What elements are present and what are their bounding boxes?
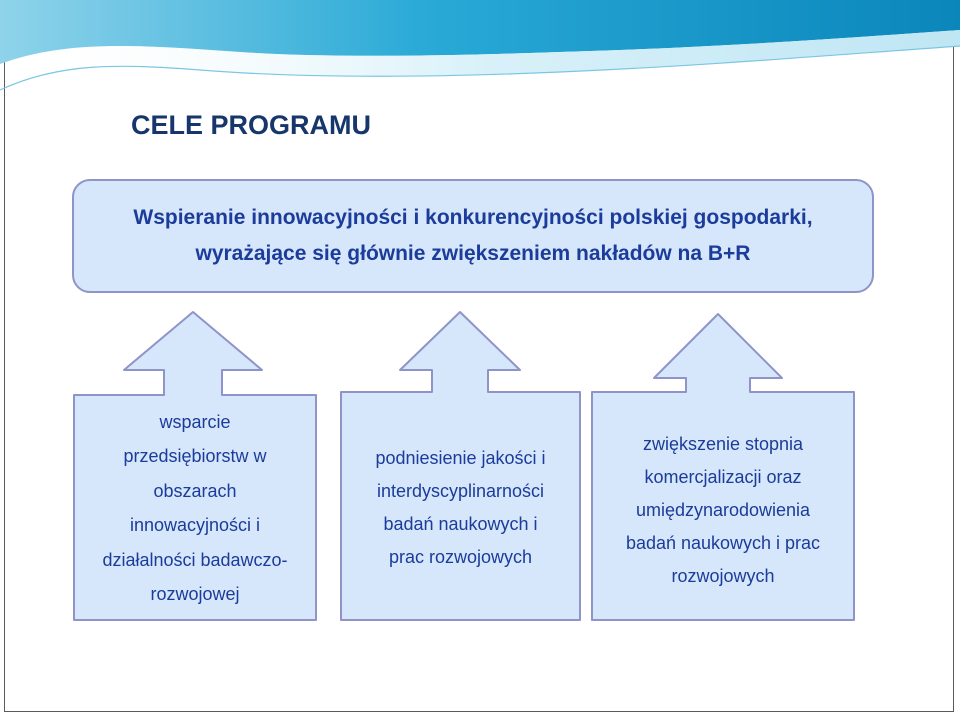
pillar-3-text [594, 400, 852, 620]
pillar-1-line: przedsiębiorstw w [123, 446, 267, 466]
pillar-3-line: rozwojowych [671, 565, 775, 586]
pillar-3-line: badań naukowych i prac [625, 532, 821, 553]
pillar-1-line: działalności badawczo- [102, 549, 288, 570]
pillar-1-line: rozwojowej [150, 584, 240, 604]
pillar-2-line: badań naukowych i [383, 514, 538, 534]
page-title: CELE PROGRAMU [131, 110, 372, 140]
pillar-2-line: prac rozwojowych [388, 547, 533, 567]
goal-text-line: wyrażające się głównie zwiększeniem nakładów na B+R [195, 242, 751, 265]
goal-text-line: Wspieranie innowacyjności i konkurencyjności polskiej gospodarki, [133, 206, 813, 229]
pillar-2-text [343, 408, 578, 608]
pillar-3-line: komercjalizacji oraz [644, 466, 802, 487]
pillar-2-line: podniesienie jakości i [375, 448, 546, 468]
pillar-1-line: obszarach [153, 480, 237, 501]
pillar-1-line: wsparcie [159, 411, 231, 432]
pillar-1-line: innowacyjności i [129, 515, 261, 535]
pillar-2-line: interdyscyplinarności [376, 481, 545, 501]
pillar-1-text [76, 398, 314, 618]
pillar-3-line: umiędzynarodowienia [635, 499, 811, 520]
pillar-3-line: zwiększenie stopnia [642, 433, 804, 454]
